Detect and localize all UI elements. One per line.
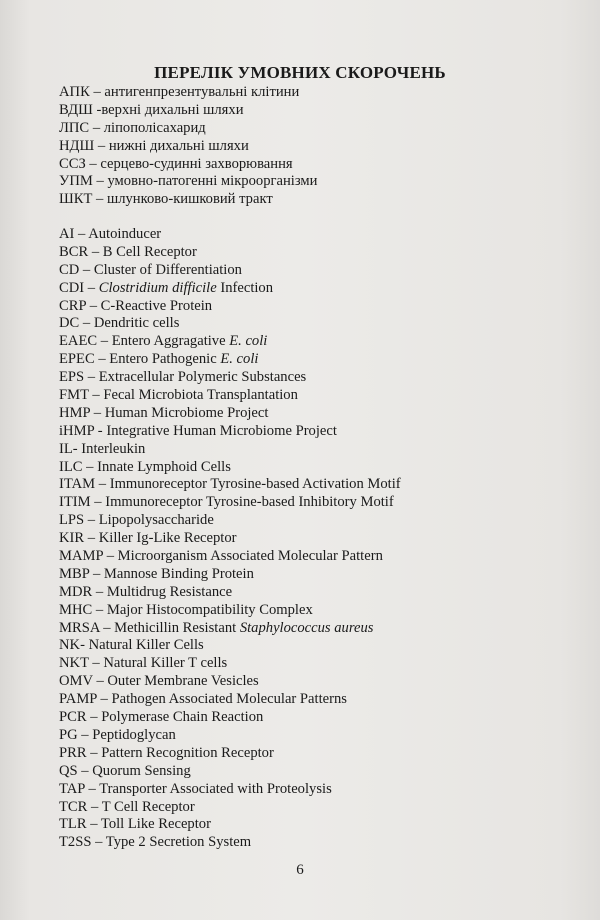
separator: – <box>92 191 107 208</box>
definition: Outer Membrane Vesicles <box>107 673 259 690</box>
abbreviation: QS <box>59 762 78 779</box>
separator: – <box>92 173 108 190</box>
abbreviation-entry <box>59 816 401 834</box>
definition-italic: Staphylococcus aureus <box>239 619 374 636</box>
separator: – <box>84 279 99 296</box>
definition: Toll Like Receptor <box>100 816 211 833</box>
definition: Innate Lymphoid Cells <box>97 458 231 475</box>
abbreviation-entry <box>59 709 401 727</box>
definition: Dendritic cells <box>93 315 180 332</box>
abbreviation: IL <box>59 440 73 457</box>
abbreviation-entry <box>59 423 401 441</box>
separator: – <box>88 655 104 672</box>
abbreviation: TCR <box>59 798 88 815</box>
abbreviation: ШКТ <box>59 191 93 208</box>
abbreviation-entry <box>59 387 401 405</box>
separator: – <box>91 834 106 851</box>
abbreviation-entry <box>59 441 401 459</box>
abbreviation-entry <box>59 763 401 781</box>
abbreviation: ILC <box>59 458 83 475</box>
separator: – <box>79 315 94 332</box>
abbreviation: УПМ <box>59 173 93 190</box>
separator: – <box>95 476 110 493</box>
abbreviation-entry <box>59 727 401 745</box>
abbreviation: НДШ <box>59 137 95 154</box>
abbreviation-entry <box>59 280 401 298</box>
abbreviation-entry <box>59 226 401 244</box>
abbreviation: MRSA <box>59 619 100 636</box>
abbreviation-entry <box>59 84 317 102</box>
definition: нижні дихальні шляхи <box>108 137 249 154</box>
abbreviation: CDI <box>59 279 85 296</box>
definition: Polymerase Chain Reaction <box>101 709 264 726</box>
separator: – <box>92 583 107 600</box>
separator: – <box>90 494 106 511</box>
page-number: 6 <box>296 862 304 878</box>
abbreviation: MBP <box>59 565 90 582</box>
abbreviation: TAP <box>59 780 85 797</box>
separator: – <box>86 709 102 726</box>
abbreviation: DC <box>59 315 80 332</box>
abbreviation: EPEC <box>59 351 95 368</box>
abbreviation-entry <box>59 120 317 138</box>
definition: Autoinducer <box>88 226 162 242</box>
definition: B Cell Receptor <box>102 243 197 260</box>
abbreviation-entry <box>59 173 317 191</box>
abbreviation: EPS <box>59 369 85 386</box>
definition: Entero Aggragative <box>111 333 230 350</box>
definition: Cluster of Differentiation <box>93 261 242 278</box>
abbreviation: ВДШ <box>59 101 93 118</box>
abbreviation-entry <box>59 262 401 280</box>
separator: – <box>85 155 101 172</box>
definition: Lipopolysaccharide <box>98 512 214 529</box>
separator: – <box>99 619 115 636</box>
abbreviation-entry <box>59 102 317 120</box>
separator: – <box>89 119 104 136</box>
separator: – <box>84 512 99 529</box>
definition: Fecal Microbiota Transplantation <box>103 387 298 404</box>
separator: – <box>86 816 101 833</box>
abbreviation-entry <box>59 602 401 620</box>
definition-italic: Clostridium difficile <box>98 279 217 296</box>
definition: T Cell Receptor <box>101 798 195 815</box>
abbreviation-entry <box>59 494 401 512</box>
separator: – <box>77 762 93 779</box>
definition: Integrative Human Microbiome Project <box>106 422 337 439</box>
abbreviation: BCR <box>59 243 89 260</box>
abbreviation: PRR <box>59 744 87 761</box>
separator: – <box>97 333 112 350</box>
page-title: ПЕРЕЛІК УМОВНИХ СКОРОЧЕНЬ <box>154 63 446 82</box>
definition: Natural Killer T cells <box>103 655 228 672</box>
definition: Type 2 Secretion System <box>105 834 252 851</box>
abbreviation-entry <box>59 369 401 387</box>
abbreviation: PG <box>59 726 78 743</box>
abbreviation: KIR <box>59 530 85 547</box>
abbreviation-entry <box>59 530 401 548</box>
separator: – <box>94 137 109 154</box>
abbreviation-entry <box>59 405 401 423</box>
definition-italic: E. coli <box>220 351 259 368</box>
abbreviation-entry <box>59 637 401 655</box>
abbreviation: TLR <box>59 816 87 833</box>
definition: ліпополісахарид <box>103 119 206 136</box>
abbreviation-entry <box>59 548 401 566</box>
abbreviation-entry <box>59 673 401 691</box>
abbreviation: MHC <box>59 601 93 618</box>
abbreviation: iHMP <box>59 422 95 439</box>
abbreviation-entry <box>59 298 401 316</box>
abbreviation: NKT <box>59 655 89 672</box>
separator: – <box>89 565 104 582</box>
separator: – <box>86 744 102 761</box>
abbreviation-entry <box>59 584 401 602</box>
english-abbreviation-list <box>59 226 401 852</box>
abbreviation-entry <box>59 459 401 477</box>
abbreviation: PCR <box>59 709 87 726</box>
abbreviation: ССЗ <box>59 155 86 172</box>
definition: верхні дихальні шляхи <box>101 101 244 118</box>
definition: умовно-патогенні мікроорганізми <box>107 173 318 190</box>
abbreviation-entry <box>59 191 317 209</box>
separator: – <box>90 404 105 421</box>
abbreviation-entry <box>59 620 401 638</box>
definition: Entero Pathogenic <box>109 351 221 368</box>
abbreviation: HMP <box>59 404 91 421</box>
abbreviation: CD <box>59 261 80 278</box>
abbreviation: FMT <box>59 387 89 404</box>
separator: – <box>103 548 118 565</box>
separator: – <box>84 369 99 386</box>
definition: серцево-судинні захворювання <box>100 155 293 172</box>
abbreviation-entry <box>59 476 401 494</box>
abbreviation-entry <box>59 566 401 584</box>
definition: Microorganism Associated Molecular Pattern <box>117 548 383 565</box>
separator: - <box>80 637 89 654</box>
definition: Extracellular Polymeric Substances <box>98 369 307 386</box>
definition: Pathogen Associated Molecular Patterns <box>111 691 347 708</box>
abbreviation: LPS <box>59 512 85 529</box>
abbreviation-entry <box>59 244 401 262</box>
abbreviation: АПК <box>59 84 90 100</box>
separator: - <box>94 422 107 439</box>
abbreviation: NK <box>59 637 81 654</box>
separator: – <box>92 673 108 690</box>
separator: - <box>92 101 102 118</box>
separator: – <box>89 84 105 100</box>
abbreviation: PAMP <box>59 691 97 708</box>
separator: – <box>88 243 103 260</box>
definition: Mannose Binding Protein <box>103 565 254 582</box>
separator: – <box>92 601 107 618</box>
definition: Multidrug Resistance <box>106 583 233 600</box>
abbreviation: AI <box>59 226 75 242</box>
abbreviation-entry <box>59 351 401 369</box>
separator: – <box>84 780 100 797</box>
abbreviation-entry <box>59 655 401 673</box>
definition: Methicillin Resistant <box>114 619 240 636</box>
definition: Quorum Sensing <box>92 762 191 779</box>
abbreviation-entry <box>59 781 401 799</box>
abbreviation: EAEC <box>59 333 98 350</box>
abbreviation-entry <box>59 745 401 763</box>
definition: антигенпрезентувальні клітини <box>104 84 300 100</box>
abbreviation-entry <box>59 156 317 174</box>
definition: C-Reactive Protein <box>100 297 213 314</box>
abbreviation-entry <box>59 138 317 156</box>
separator: – <box>84 530 99 547</box>
abbreviation-entry <box>59 512 401 530</box>
definition: шлунково-кишковий тракт <box>106 191 273 208</box>
separator: – <box>82 458 98 475</box>
definition: Killer Ig-Like Receptor <box>98 530 237 547</box>
separator: – <box>88 387 104 404</box>
separator: – <box>74 226 89 242</box>
abbreviation: OMV <box>59 673 93 690</box>
ukrainian-abbreviation-list <box>59 84 317 209</box>
separator: - <box>72 440 82 457</box>
definition: Transporter Associated with Proteolysis <box>99 780 332 797</box>
abbreviation: ITIM <box>59 494 91 511</box>
definition: Major Histocompatibility Complex <box>106 601 313 618</box>
abbreviation: ITAM <box>59 476 96 493</box>
definition: Peptidoglycan <box>92 726 176 743</box>
definition: Immunoreceptor Tyrosine-based Activation Motif <box>109 476 401 493</box>
separator: – <box>96 691 112 708</box>
separator: – <box>79 261 94 278</box>
definition: Interleukin <box>81 440 146 457</box>
definition: Pattern Recognition Receptor <box>101 744 274 761</box>
abbreviation: MAMP <box>59 548 104 565</box>
abbreviation-entry <box>59 799 401 817</box>
definition: Human Microbiome Project <box>104 404 269 421</box>
definition: Natural Killer Cells <box>88 637 204 654</box>
abbreviation: CRP <box>59 297 87 314</box>
definition: Infection <box>216 279 274 296</box>
definition-italic: E. coli <box>229 333 268 350</box>
separator: – <box>77 726 93 743</box>
abbreviation: MDR <box>59 583 93 600</box>
separator: – <box>86 297 101 314</box>
abbreviation-entry <box>59 315 401 333</box>
abbreviation-entry <box>59 691 401 709</box>
abbreviation: T2SS <box>59 834 92 851</box>
abbreviation: ЛПС <box>59 119 90 136</box>
abbreviation-entry <box>59 834 401 852</box>
abbreviation-entry <box>59 333 401 351</box>
separator: – <box>87 798 102 815</box>
definition: Immunoreceptor Tyrosine-based Inhibitory Motif <box>105 494 394 511</box>
separator: – <box>94 351 110 368</box>
